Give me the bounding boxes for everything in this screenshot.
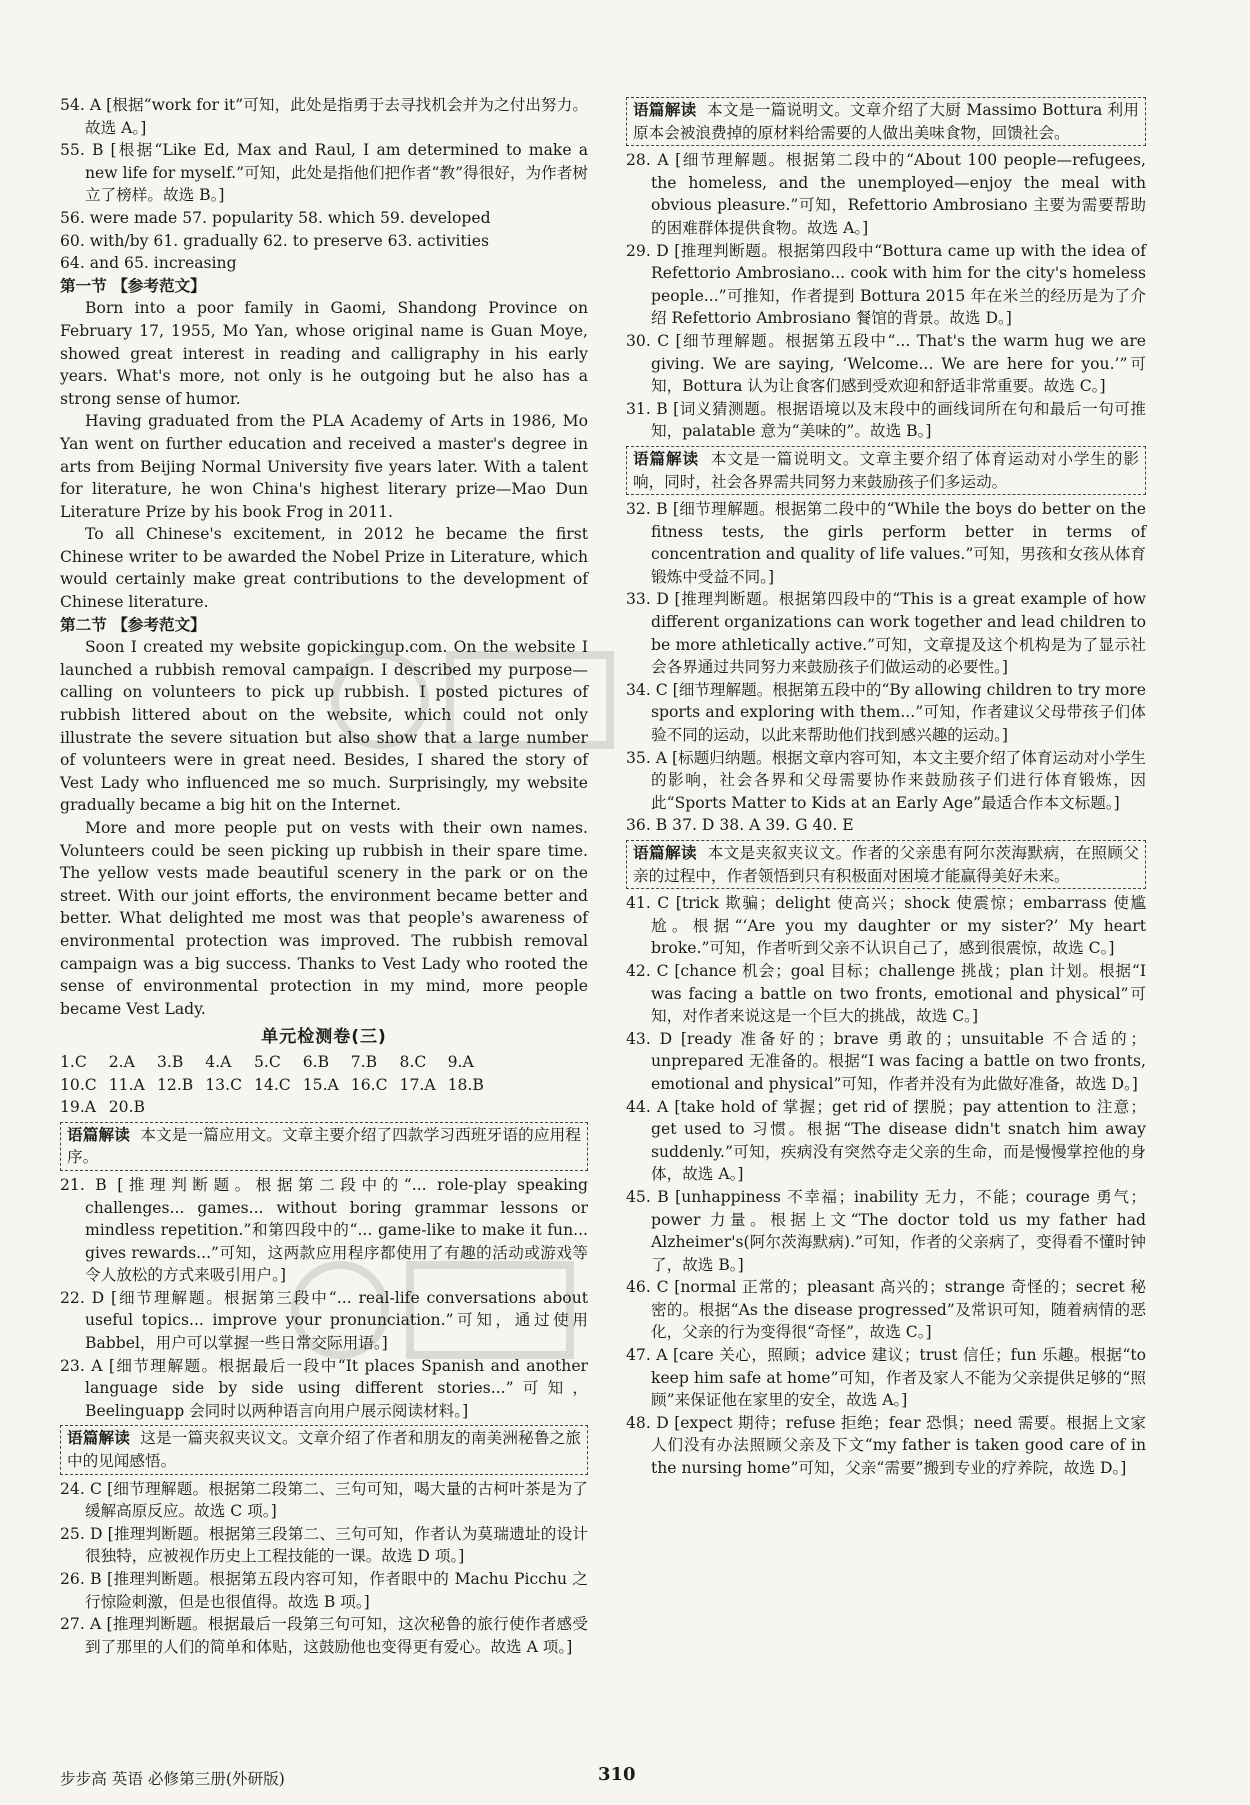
answer-item: 44. A [take hold of 掌握；get rid of 摆脱；pay attention to 注意；get used to 习惯。根据“The disease didn't snatch him away suddenly.”可知，疾病没有突然夺走父亲的生命，而是慢慢掌控他的身体，故选 A。] <box>626 1097 1146 1184</box>
answer-item: 34. C [细节理解题。根据第五段中的“By allowing children to try more sports and exploring with them...”可知，作者建议父母带孩子们体验不同的运动，以此来帮助他们找到感兴趣的运动。] <box>626 680 1146 745</box>
passage-summary-box <box>626 840 1146 889</box>
passage-summary-box <box>60 1122 588 1171</box>
section-1-title: 第一节 【参考范文】 <box>60 276 206 295</box>
unit-title: 单元检测卷(三) <box>261 1027 387 1048</box>
answer-item: 28. A [细节理解题。根据第二段中的“About 100 people—refugees, the homeless, and the unemployed—enjoy the meal with obvious pleasure.”可知，Refettorio Ambrosiano 主要为需要帮助的困难群体提供食物。故选 A。] <box>626 151 1146 237</box>
answer-cell: 3.B <box>157 1052 184 1071</box>
answer-cell: 8.C <box>399 1052 427 1071</box>
answer-cell: 7.B <box>350 1052 378 1071</box>
answer-cell: 11.A <box>108 1075 145 1094</box>
answer-item: 47. A [care 关心，照顾；advice 建议；trust 信任；fun 乐趣。根据“to keep him safe at home”可知，作者及家人不能为父亲提供足够的“照顾”来保证他在家里的安全，故选 A。] <box>626 1346 1146 1410</box>
essay-paragraph: Having graduated from the PLA Academy of Arts in 1986, Mo Yan went on further education and received a master's degree in arts from Beijing Normal University five years later. With a talent for literature, he won China's highest literary prize—Mao Dun Literature Prize by his book Frog in 2011. <box>60 412 588 521</box>
answer-cell: 19.A <box>60 1098 97 1117</box>
answer-item: 46. C [normal 正常的；pleasant 高兴的；strange 奇怪的；secret 秘密的。根据“As the disease progressed”及常识可知，随着病情的恶化，父亲的行为变得很“奇怪”，故选 C。] <box>626 1278 1146 1342</box>
answer-item: 48. D [expect 期待；refuse 拒绝；fear 恐惧；need 需要。根据上文家人们没有办法照顾父亲及下文“my father is taken good care of in the nursing home”可知，父亲“需要”搬到专业的疗养院，故选 D。] <box>626 1413 1146 1478</box>
answer-item: 29. D [推理判断题。根据第四段中“Bottura came up with the idea of Refettorio Ambrosiano... cook with him for the city's homeless people...”可推知，作者提到 Bottura 2015 年在米兰的经历是为了介绍 Refettorio Ambrosiano 餐馆的背景。故选 D。] <box>626 241 1146 328</box>
passage-summary-box <box>626 97 1146 146</box>
answer-cell: 17.A <box>399 1075 436 1094</box>
answer-line: 36. B 37. D 38. A 39. G 40. E <box>626 816 854 835</box>
answer-line: 56. were made 57. popularity 58. which 59. developed <box>60 208 491 227</box>
passage-summary-text: 本文是夹叙夹议文。作者的父亲患有阿尔茨海默病，在照顾父亲的过程中，作者领悟到只有积极面对困境才能赢得美好未来。 <box>633 844 1139 885</box>
answer-cell: 12.B <box>157 1075 194 1094</box>
essay-paragraph: To all Chinese's excitement, in 2012 he became the first Chinese writer to be awarded the Nobel Prize in Literature, which would certainly make great contributions to the development of Chinese literature. <box>60 525 588 612</box>
answer-item: 41. C [trick 欺骗；delight 使高兴；shock 使震惊；embarrass 使尴尬。根据“‘Are you my daughter or my sister?’ My heart broke.”可知，作者听到父亲不认识自己了，感到很震惊，故选 C。] <box>626 894 1146 958</box>
answer-item: 27. A [推理判断题。根据最后一段第三句可知，这次秘鲁的旅行使作者感受到了那里的人们的简单和体贴，这鼓励他也变得更有爱心。故选 A 项。] <box>60 1615 588 1656</box>
answer-cell: 15.A <box>302 1075 339 1094</box>
answer-item: 55. B [根据“Like Ed, Max and Raul, I am determined to make a new life for myself.”可知，此处是指他们把作者“教”得很好，为作者树立了榜样。故选 B。] <box>60 141 588 205</box>
answer-cell: 6.B <box>302 1052 330 1071</box>
answer-item: 35. A [标题归纳题。根据文章内容可知，本文主要介绍了体育运动对小学生的影响，社会各界和父母需要协作来鼓励孩子们进行体育锻炼，因此“Sports Matter to Kids at an Early Age”最适合作本文标题。] <box>626 748 1146 812</box>
answer-cell: 5.C <box>254 1052 281 1071</box>
passage-summary-tag: 语篇解读 <box>67 1429 130 1448</box>
book-footer: 步步高 英语 必修第三册(外研版) <box>60 1770 285 1788</box>
passage-summary-tag: 语篇解读 <box>67 1125 130 1144</box>
answer-item: 21. B [推理判断题。根据第二段中的“... role-play speaking challenges... games... without boring grammar lessons or mindless repetition.”和第四段中的“... game-like to make it fun... gives rewards...”可知，这两款应用程序都使用了有趣的活动或游戏等令人放松的方式来吸引用户。] <box>60 1175 588 1285</box>
essay-paragraph: Soon I created my website gopickingup.com. On the website I launched a rubbish removal campaign. I described my purpose—calling on volunteers to pick up rubbish. I posted pictures of rubbish littered about on the website, which could not only illustrate the severe situation but also show that a large number of volunteers were in great need. Besides, I shared the story of Vest Lady who influenced me so much. Surprisingly, my website gradually became a big hit on the Internet. <box>60 638 588 815</box>
left-column <box>60 94 588 1658</box>
answer-cell: 1.C <box>60 1052 87 1071</box>
answer-item: 42. C [chance 机会；goal 目标；challenge 挑战；plan 计划。根据“I was facing a battle on two fronts, emotional and physical”可知，对作者来说这是一个巨大的挑战，故选 C。] <box>626 961 1146 1026</box>
answer-cell: 13.C <box>205 1075 242 1094</box>
passage-summary-box <box>626 446 1146 495</box>
answer-item: 23. A [细节理解题。根据最后一段中“It places Spanish and another language side by side using different stories...”可知，Beelinguapp 会同时以两种语言向用户展示阅读材料。] <box>60 1356 588 1420</box>
page-number: 310 <box>598 1764 636 1785</box>
answer-item: 31. B [词义猜测题。根据语境以及末段中的画线词所在句和最后一句可推知，palatable 意为“美味的”。故选 B。] <box>626 399 1146 441</box>
passage-summary-tag: 语篇解读 <box>633 844 697 862</box>
answer-item: 30. C [细节理解题。根据第五段中“... That's the warm hug we are giving. We are saying, ‘Welcome... We are here for you.’”可知，Bottura 认为让食客们感到受欢迎和舒适非常重要。故选 C。] <box>626 331 1146 396</box>
answer-item: 24. C [细节理解题。根据第二段第二、三句可知，喝大量的古柯叶茶是为了缓解高原反应。故选 C 项。] <box>60 1479 588 1521</box>
answer-item: 22. D [细节理解题。根据第三段中“... real-life conversations about useful topics... improve your pronunciation.”可知，通过使用 Babbel，用户可以掌握一些日常交际用语。] <box>60 1288 588 1353</box>
answer-cell: 9.A <box>447 1052 474 1071</box>
answer-item: 25. D [推理判断题。根据第三段第二、三句可知，作者认为莫瑞遗址的设计很独特，应被视作历史上工程技能的一课。故选 D 项。] <box>60 1524 588 1566</box>
answer-item: 54. A [根据“work for it”可知，此处是指勇于去寻找机会并为之付出努力。故选 A。] <box>60 96 588 137</box>
passage-summary-tag: 语篇解读 <box>633 101 697 119</box>
answer-cell: 20.B <box>108 1098 145 1117</box>
right-column <box>626 94 1146 1480</box>
passage-summary-text: 这是一篇夹叙夹议文。文章介绍了作者和朋友的南美洲秘鲁之旅中的见闻感悟。 <box>67 1429 581 1471</box>
essay-paragraph: Born into a poor family in Gaomi, Shandong Province on February 17, 1955, Mo Yan, whose original name is Guan Moye, showed great interest in reading and calligraphy in his early years. What's more, not only is he outgoing but he also has a strong sense of humor. <box>60 299 588 408</box>
answer-cell: 2.A <box>108 1052 135 1071</box>
answer-cell: 18.B <box>447 1075 484 1094</box>
answer-item: 33. D [推理判断题。根据第四段中的“This is a great example of how different organizations can work together and lead children to be more athletically active.”可知，文章提及这个机构是为了显示社会各界通过共同努力来鼓励孩子们做运动的必要性。] <box>626 590 1146 677</box>
passage-summary-tag: 语篇解读 <box>633 449 700 468</box>
answer-cell: 16.C <box>350 1075 388 1094</box>
answer-item: 26. B [推理判断题。根据第五段内容可知，作者眼中的 Machu Picchu 之行惊险刺激，但是也很值得。故选 B 项。] <box>60 1570 588 1611</box>
passage-summary-text: 本文是一篇说明文。文章介绍了大厨 Massimo Bottura 利用原本会被浪费掉的原材料给需要的人做出美味食物，回馈社会。 <box>633 101 1139 142</box>
answer-line: 64. and 65. increasing <box>60 254 237 273</box>
essay-paragraph: More and more people put on vests with their own names. Volunteers could be seen picking up rubbish in their spare time. The yellow vests made beautiful scenery in the park or on the street. With our joint efforts, the environment became better and better. What delighted me most was that people's awareness of environmental protection was improved. The rubbish removal campaign was a big success. Thanks to Vest Lady who rooted the sense of environmental protection in my mind, more people became Vest Lady. <box>60 819 588 1018</box>
answer-item: 45. B [unhappiness 不幸福；inability 无力，不能；courage 勇气；power 力量。根据上文“The doctor told us my father had Alzheimer's(阿尔茨海默病).”可知，作者的父亲病了，变得看不懂时钟了，故选 B。] <box>626 1187 1146 1274</box>
answer-item: 43. D [ready 准备好的；brave 勇敢的；unsuitable 不合适的；unprepared 无准备的。根据“I was facing a battle on two fronts, emotional and physical”可知，作者并没有为此做好准备，故选 D。] <box>626 1029 1146 1093</box>
answer-item: 32. B [细节理解题。根据第二段中的“While the boys do better on the fitness tests, the girls perform better in terms of concentration and quality of life values.”可知，男孩和女孩从体育锻炼中受益不同。] <box>626 500 1146 586</box>
answer-cell: 4.A <box>205 1052 232 1071</box>
answer-grid <box>60 1051 588 1119</box>
answer-cell: 10.C <box>60 1075 97 1094</box>
answer-line: 60. with/by 61. gradually 62. to preserve 63. activities <box>60 231 489 250</box>
answer-cell: 14.C <box>254 1075 291 1094</box>
section-2-title: 第二节 【参考范文】 <box>60 615 206 634</box>
passage-summary-box <box>60 1425 588 1474</box>
passage-summary-text: 本文是一篇应用文。文章主要介绍了四款学习西班牙语的应用程序。 <box>67 1125 581 1167</box>
top-items <box>60 94 588 275</box>
passage-summary-text: 本文是一篇说明文。文章主要介绍了体育运动对小学生的影响，同时，社会各界需共同努力来鼓励孩子们多运动。 <box>633 449 1139 491</box>
